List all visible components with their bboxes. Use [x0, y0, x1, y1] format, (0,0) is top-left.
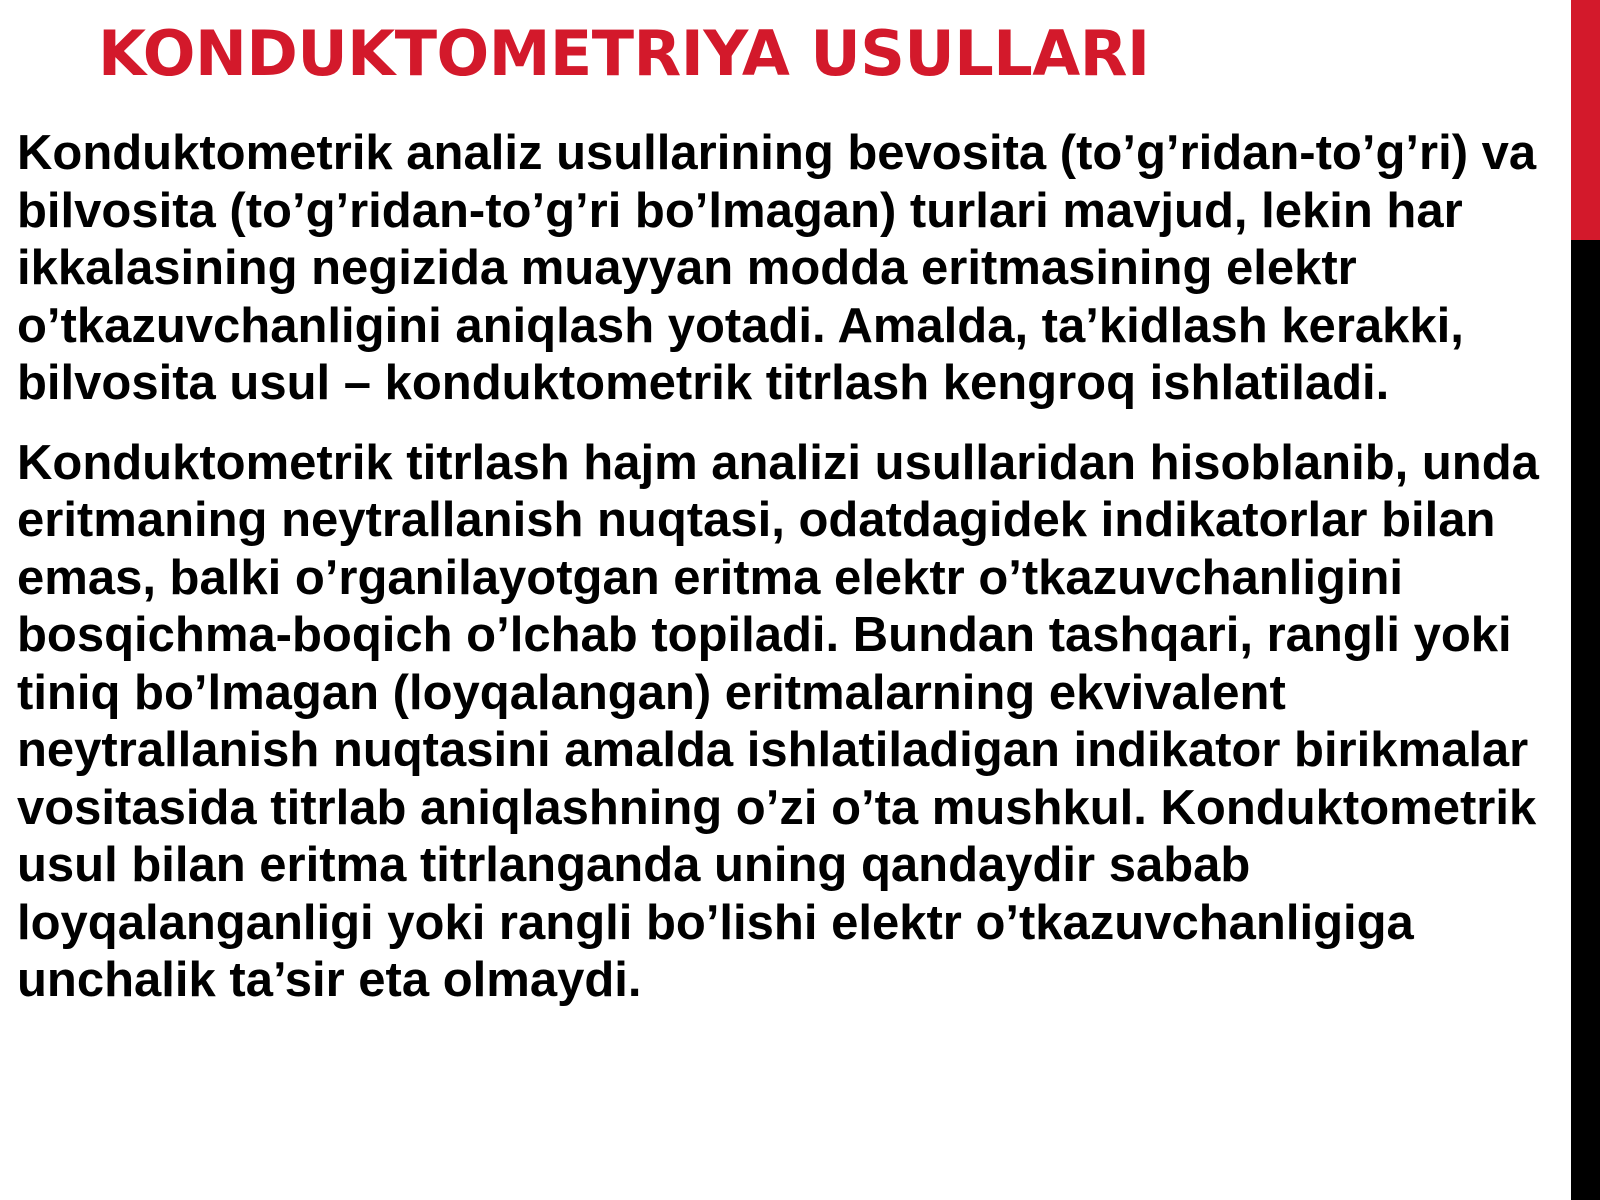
- body-paragraph-2: Konduktometrik titrlash hajm analizi usullaridan hisoblanib, unda eritmaning neytrallanish nuqtasi, odatdagidek indikatorlar bilan emas, balki o’rganilayotgan eritma elektr o’tkazuvchanligini bosqichma-boqich o’lchab topiladi. Bundan tashqari, rangli yoki tiniq bo’lmagan (loyqalangan) eritmalarning ekvivalent neytrallanish nuqtasini amalda ishlatiladigan indikator birikmalar vositasida titrlab aniqlashning o’zi o’ta mushkul. Konduktometrik usul bilan eritma titrlanganda uning qandaydir sabab loyqalanganligi yoki rangli bo’lishi elektr o’tkazuvchanligiga unchalik ta’sir eta olmaydi.: [17, 435, 1539, 1007]
- accent-bar-red: [1571, 0, 1600, 240]
- slide-title: KONDUKTOMETRIYA USULLARI: [98, 17, 1150, 90]
- accent-bar-black: [1571, 240, 1600, 1200]
- slide-body: [17, 125, 1547, 1010]
- body-paragraph-1: Konduktometrik analiz usullarining bevosita (to’g’ridan-to’g’ri) va bilvosita (to’g’ridan-to’g’ri bo’lmagan) turlari mavjud, lekin har ikkalasining negizida muayyan modda eritmasining elektr o’tkazuvchanligini aniqlash yotadi. Amalda, ta’kidlash kerakki, bilvosita usul – konduktometrik titrlash kengroq ishlatiladi.: [17, 126, 1537, 410]
